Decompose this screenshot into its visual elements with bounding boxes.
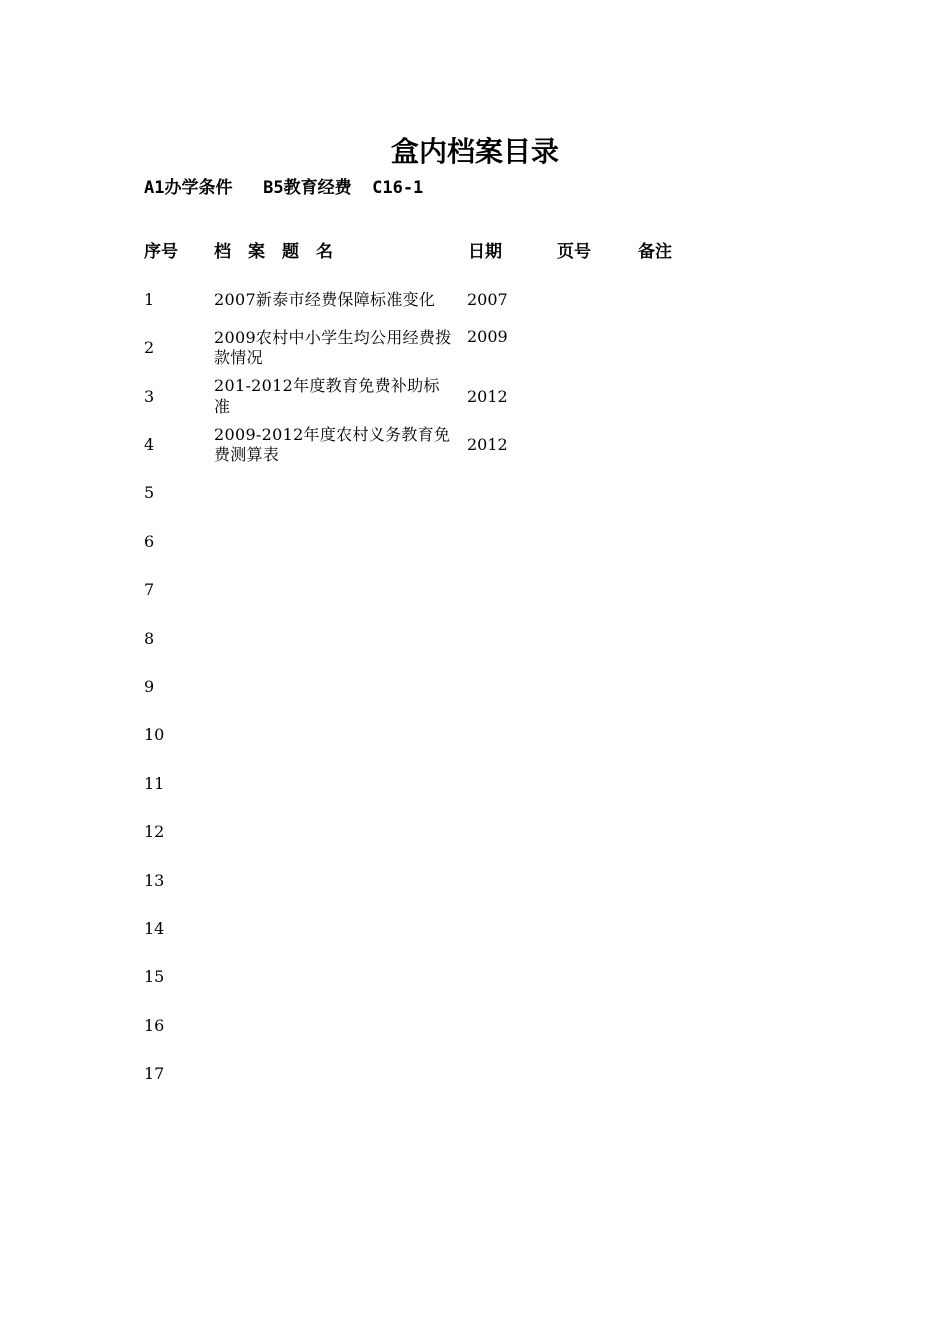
page-title: 盒内档案目录 [390,135,559,168]
table-row [0,712,950,760]
row-number: 11 [144,773,165,793]
table-row [0,663,950,711]
table-row [0,615,950,663]
row-title: 2007新泰市经费保障标准变化 [214,289,436,309]
box-classification-code: A1办学条件 B5教育经费 C16-1 [144,178,424,198]
row-title [214,470,452,518]
table-row [0,1002,950,1050]
row-title [214,712,452,760]
table-row [0,1050,950,1098]
row-date: 2012 [467,386,508,406]
column-header-title: 档 案 题 名 [214,242,333,262]
row-title [214,1050,452,1098]
table-row [0,808,950,856]
table-row [0,373,950,421]
row-number: 1 [144,289,155,309]
row-title [214,954,452,1002]
row-title [214,905,452,953]
row-number: 12 [144,822,165,842]
row-title: 2009-2012年度农村义务教育免费测算表 [214,424,451,465]
row-title [214,566,452,614]
column-header-date: 日期 [468,242,502,262]
table-row [0,276,950,324]
column-header-page: 页号 [557,242,591,262]
table-row [0,518,950,566]
table-row [0,905,950,953]
row-number: 2 [144,338,155,358]
row-number: 6 [144,531,155,551]
row-title: 2009农村中小学生均公用经费拨款情况 [214,327,452,368]
table-row [0,857,950,905]
table-row [0,954,950,1002]
row-number: 15 [144,967,165,987]
row-title [214,808,452,856]
row-title [214,518,452,566]
row-title [214,1002,452,1050]
column-header-number: 序号 [144,242,178,262]
row-date: 2009 [467,327,508,347]
row-number: 4 [144,434,155,454]
row-number: 14 [144,918,165,938]
row-title [214,760,452,808]
row-date: 2012 [467,434,508,454]
row-title [214,663,452,711]
row-title: 201-2012年度教育免费补助标准 [214,376,440,416]
table-row [0,421,950,469]
row-number: 17 [144,1064,165,1084]
row-title [214,615,452,663]
column-header-note: 备注 [638,242,672,262]
row-number: 16 [144,1015,165,1035]
table-header [0,240,950,264]
row-number: 8 [144,628,155,648]
row-number: 10 [144,725,165,745]
row-number: 3 [144,386,155,406]
row-date: 2007 [467,289,508,309]
row-number: 9 [144,676,155,696]
table-row [0,324,950,372]
table-row [0,566,950,614]
table-row [0,760,950,808]
table-row [0,470,950,518]
row-number: 7 [144,580,155,600]
row-title [214,857,452,905]
row-number: 13 [144,870,165,890]
row-number: 5 [144,483,155,503]
